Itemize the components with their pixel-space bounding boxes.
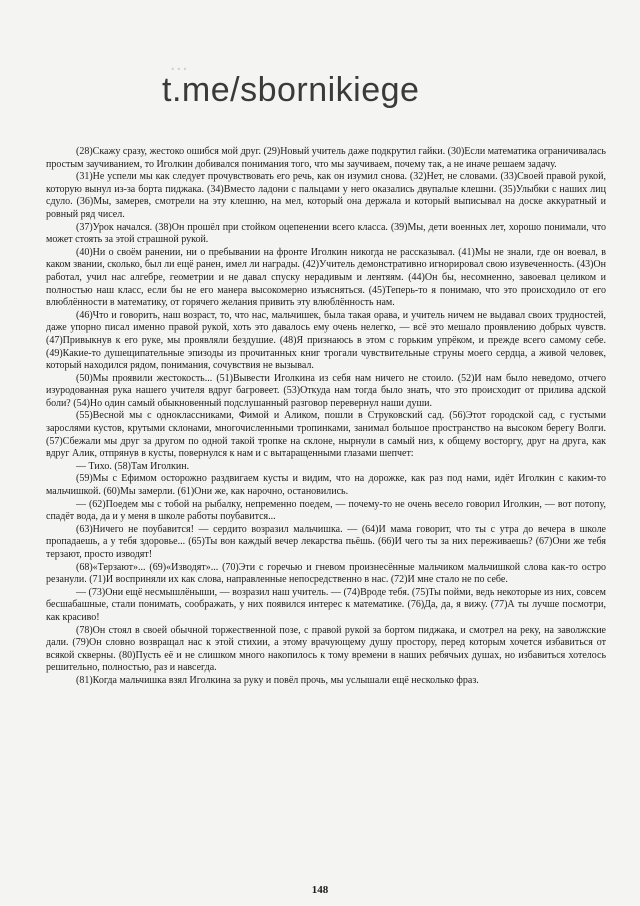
paragraph: (37)Урок начался. (38)Он прошёл при стойком оцепенении всего класса. (39)Мы, дети военных лет, хорошо понимали, что может стоять за этой страшной рукой. bbox=[46, 221, 606, 246]
paragraph: (59)Мы с Ефимом осторожно раздвигаем кусты и видим, что на дорожке, как раз под нами, идёт Иголкин с каким-то мальчишкой. (60)Мы замерли. (61)Они же, как нарочно, остановились. bbox=[46, 473, 606, 498]
paragraph: (40)Ни о своём ранении, ни о пребывании на фронте Иголкин никогда не рассказывал. (41)Мы не знали, где он воевал, в каком звании, сколько, был ли ещё ранен, имел ли награды. (42)Учитель демонстративно игнорировал свою изувеченность. (43)Он работал, учил нас алгебре, геометрии и не давал спуску нерадивым и лентяям. (44)Он бы, несомненно, завоевал целиком и полностью наш класс, если бы не его манера высокомерно изъясняться. (45)Теперь-то я понимаю, что это происходило от его влюблённости в математику, от горячего желания привить эту влюблённость нам. bbox=[46, 246, 606, 309]
paragraph: (31)Не успели мы как следует прочувствовать его речь, как он изумил снова. (32)Нет, не словами. (33)Своей правой рукой, которую вынул из-за борта пиджака. (34)Вместо ладони с пальцами у него оказались двупалые клешни. (35)Улыбки с наших лиц сдуло. (36)Мы, замерев, смотрели на эту клешню, на мел, который она держала и который выписывал на доске аккуратный и ровный ряд чисел. bbox=[46, 171, 606, 220]
watermark-ghost-text: ... bbox=[170, 58, 189, 75]
paragraph: (55)Весной мы с одноклассниками, Фимой и Аликом, пошли в Струковский сад. (56)Этот городской сад, с густыми зарослями кустов, крутыми склонами, многочисленными тропинками, занимал большое пространство на высоком берегу Волги. (57)Сбежали мы друг за другом по одной такой тропке на склоне, нырнули в самый низ, к общему восторгу, друг на друга, как вдруг Алик, отпрянув в кусты, повернулся к нам и с вытаращенными глазами шепчет: bbox=[46, 410, 606, 460]
watermark bbox=[162, 58, 482, 114]
paragraph: (50)Мы проявили жестокость... (51)Вывести Иголкина из себя нам ничего не стоило. (52)И нам было неведомо, отчего изуродованная рука нашего учителя вдруг багровеет. (53)Откуда нам тогда было знать, что это происходит от прилива адской боли? (54)Но один самый обыкновенный подслушанный разговор перевернул наши души. bbox=[46, 372, 606, 409]
page-number: 148 bbox=[311, 884, 329, 896]
dialog-line: — (62)Поедем мы с тобой на рыбалку, непременно поедем, — почему-то не очень весело говорил Иголкин, — вот потопу, спадёт вода, да и у меня в школе работы поубавится... bbox=[46, 498, 606, 523]
paragraph: (78)Он стоял в своей обычной торжественной позе, с правой рукой за бортом пиджака, и смотрел на реку, на заволжские дали. (79)Он словно возвращал нас к этой стихии, а этому врачующему душу простору, перед которым хочется избавиться от всякой скверны. (80)Пусть её и не слишком много накопилось к тому времени в наших ребячьих душах, но избавиться хотелось решительно, полностью, раз и навсегда. bbox=[46, 624, 606, 674]
dialog-line: — Тихо. (58)Там Иголкин. bbox=[76, 460, 190, 472]
paragraph: (28)Скажу сразу, жестоко ошибся мой друг. (29)Новый учитель даже подкрутил гайки. (30)Если математика ограничивалась простым заучиванием, то Иголкин добивался понимания того, что мы заучиваем, почему так, а не иначе решаем задачу. bbox=[46, 146, 606, 170]
paragraph: (68)«Терзают»... (69)«Изводят»... (70)Эти с горечью и гневом произнесённые мальчиком мальчишкой слова как-то остро резанули. (71)И восприняли их как слова, направленные непосредственно в нас. (72)И мне стало не по себе. bbox=[46, 561, 606, 586]
dialog-line: — (73)Они ещё несмышлёныши, — возразил наш учитель. — (74)Вроде тебя. (75)Ты пойми, ведь некоторые из них, совсем бесшабашные, стали понимать, соображать, у них появился интерес к математике. (76)Да, да, я вижу. (77)А ты лучше посмотри, как красиво! bbox=[46, 586, 606, 623]
dialog-line: (63)Ничего не поубавится! — сердито возразил мальчишка. — (64)И мама говорит, что ты с утра до вечера в школе пропадаешь, а у тебя здоровье... (65)Ты вон каждый вечер лекарства пьёшь. (66)И чего ты за них переживаешь? (67)Они же тебя терзают, просто изводят! bbox=[46, 523, 606, 560]
watermark-text: t.me/sbornikiege bbox=[162, 71, 420, 109]
body-text bbox=[46, 146, 606, 688]
paragraph: (46)Что и говорить, наш возраст, то, что нас, мальчишек, была такая орава, и учитель ничем не выдавал своих трудностей, даже упорно писал именно правой рукой, хоть это давалось ему очень нелегко, — всё это мешало проявлению добрых чувств. (47)Привыкнув к его руке, мы проявляли бездушие. (48)Я признаюсь в этом с горьким упрёком, и прежде всего самому себе. (49)Какие-то душещипательные эпизоды из прочитанных книг трогали чувствительные струны моего сердца, а живой человек, который находился рядом, понимания, сочувствия не вызывал. bbox=[46, 309, 606, 372]
paragraph: (81)Когда мальчишка взял Иголкина за руку и повёл прочь, мы услышали ещё несколько фраз. bbox=[76, 674, 479, 686]
